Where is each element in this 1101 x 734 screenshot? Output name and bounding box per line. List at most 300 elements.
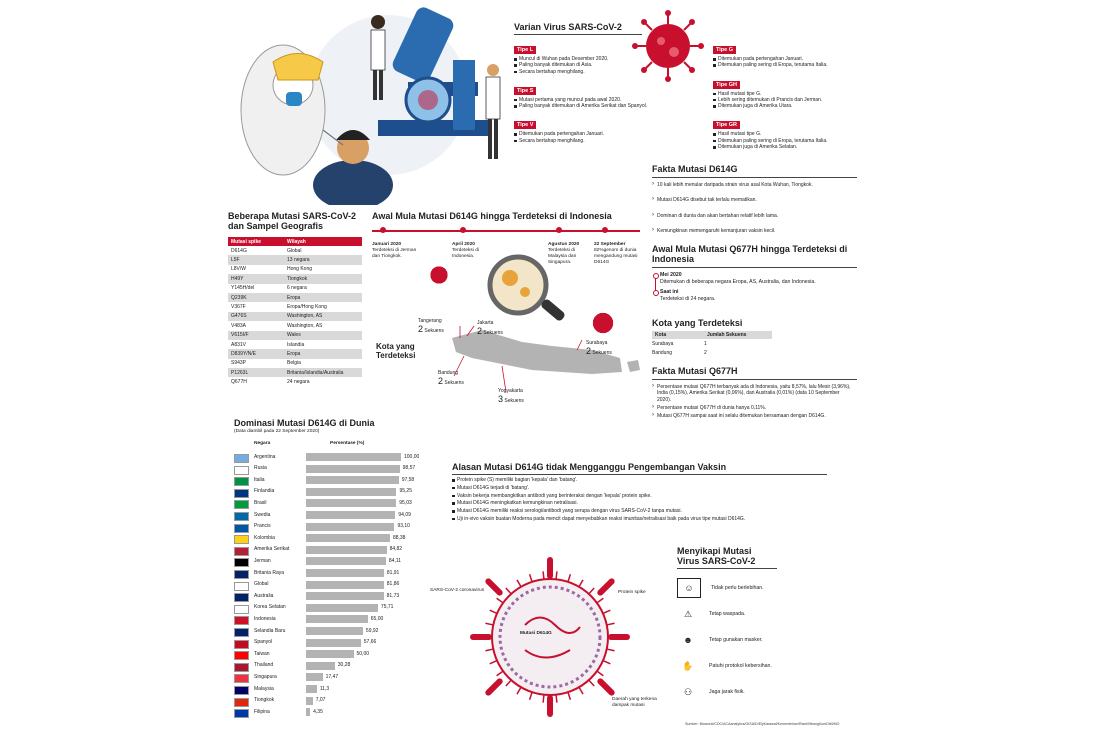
- chart-value-label: 95,25: [399, 488, 412, 495]
- chart-category-label: Korea Selatan: [254, 604, 286, 611]
- menyikapi-item: [677, 680, 817, 704]
- spike-mark: [589, 680, 594, 686]
- mutasi-row: [228, 246, 362, 255]
- city-name: Surabaya: [586, 340, 608, 346]
- event-date: Agustus 2020: [548, 242, 580, 247]
- map-label: [376, 342, 415, 360]
- chart-category-label: Spanyol: [254, 639, 273, 646]
- menyikapi-item: [677, 576, 817, 600]
- chart-bar: [306, 581, 384, 589]
- label-daerah-line1: Daerah yang terkena: [612, 697, 657, 702]
- chart-value-label: 97,58: [401, 476, 415, 483]
- chart-value-label: 17,47: [325, 673, 339, 680]
- mutasi-row: [228, 368, 362, 377]
- alasan-item: Mutasi D614G meningkatkan kemungkinan netralisasi.: [452, 500, 832, 506]
- menyikapi-text: Tidak perlu berlebihan.: [711, 584, 764, 591]
- chart-row: [234, 661, 434, 672]
- fakta-item: › Persentase mutasi Q677H terbanyak ada di Indonesia, yaitu 8,57%, lalu Mesir (3,96%), India (0,15%), Amerika Serikat (0,06%), dan Australia (0,01%) (data 10 September 2020).: [652, 384, 852, 403]
- varian-type: [514, 113, 699, 144]
- city-label: [477, 320, 503, 336]
- chart-row: [234, 672, 434, 683]
- chart-value-label: 95,03: [399, 499, 412, 506]
- relax-icon: ☺: [677, 578, 701, 598]
- mutasi-spike: G476S: [231, 313, 247, 320]
- flag-icon: [234, 582, 249, 591]
- menyikapi-rule: [677, 568, 777, 569]
- chart-category-label: Italia: [254, 476, 265, 483]
- spike-mark: [485, 649, 493, 651]
- flag-icon: [234, 512, 249, 521]
- mutasi-spike: Q239K: [231, 294, 247, 301]
- chart-row: [234, 510, 434, 521]
- spike-mark: [497, 671, 503, 676]
- label-daerah-line2: dampak mutasi: [612, 703, 645, 708]
- chart-row: [234, 452, 434, 463]
- chart-bar: [306, 476, 399, 484]
- chart-bar: [306, 639, 361, 647]
- spike-mark: [556, 571, 557, 579]
- chart-bar: [306, 523, 394, 531]
- type-item: Hasil mutasi tipe G.: [713, 91, 888, 97]
- city-label: [438, 370, 464, 386]
- flag-icon: [234, 524, 249, 533]
- chart-value-label: 88,38: [392, 534, 406, 541]
- chart-bar: [306, 488, 396, 496]
- spike-mark: [607, 649, 615, 651]
- label-daerah: [612, 697, 657, 709]
- spike-mark: [543, 571, 544, 579]
- virus-diagram: [470, 555, 630, 720]
- dominasi-subtitle: (Data diambil pada 22 September 2020): [234, 429, 320, 434]
- varian-col-left: [514, 38, 699, 144]
- mutasi-wilayah: Hong Kong: [287, 266, 313, 273]
- chart-row: [234, 475, 434, 486]
- city-count: 2: [477, 326, 483, 336]
- chart-value-label: 98,57: [402, 465, 416, 472]
- timeline-event: [652, 289, 867, 302]
- type-item: Paling banyak ditemukan di Asia.: [514, 62, 699, 68]
- varian-title: Varian Virus SARS-CoV-2: [514, 22, 622, 32]
- mutasi-col-spike: Mutasi spike: [231, 238, 262, 245]
- timeline-dot: [380, 227, 386, 233]
- chart-row: [234, 568, 434, 579]
- type-item: Secara bertahap menghilang.: [514, 69, 699, 75]
- fakta-d614g-title: Fakta Mutasi D614G: [652, 164, 738, 174]
- chart-category-label: Tiongkok: [254, 697, 275, 704]
- mutasi-spike: Q677H: [231, 379, 247, 386]
- chart-row: [234, 696, 434, 707]
- type-tag: Tipe S: [514, 87, 536, 95]
- mutasi-row: [228, 255, 362, 264]
- varian-type: [713, 113, 888, 150]
- timeline-dot: [602, 227, 608, 233]
- chart-value-label: 30,28: [337, 662, 351, 669]
- flag-icon: [234, 500, 249, 509]
- flag-icon: [234, 466, 249, 475]
- chart-bar: [306, 511, 395, 519]
- menyikapi-title-line2: Virus SARS-CoV-2: [677, 556, 756, 566]
- flag-icon: [234, 663, 249, 672]
- event-text: Terdeteksi di 24 negara.: [660, 295, 716, 302]
- chart-value-label: 84,11: [388, 557, 402, 564]
- spike-mark: [568, 692, 570, 700]
- timeline-dot: [556, 227, 562, 233]
- city-unit: Sekuens: [444, 380, 464, 386]
- chart-bar: [306, 534, 390, 542]
- mutasi-row: [228, 293, 362, 302]
- chart-value-label: 50,00: [356, 650, 370, 657]
- chart-value-label: 100,00: [404, 453, 420, 460]
- alasan-list: [452, 477, 832, 522]
- label-spike: Protein spike: [618, 590, 646, 595]
- mutasi-title-line2: dan Sampel Geografis: [228, 221, 324, 231]
- type-tag: Tipe V: [514, 121, 536, 129]
- mutasi-header: [228, 237, 362, 246]
- menyikapi-text: Tetap waspada.: [709, 610, 746, 617]
- menyikapi-list: [677, 576, 817, 704]
- menyikapi-item: [677, 654, 817, 678]
- kota-count: 1: [704, 340, 707, 347]
- chart-bar: [306, 708, 310, 716]
- mutasi-wilayah: Islandia: [287, 341, 305, 348]
- kota-name: Bandung: [652, 349, 673, 356]
- mutasi-title-line1: Beberapa Mutasi SARS-CoV-2: [228, 211, 357, 221]
- menyikapi-item: [677, 602, 817, 626]
- chart-value-label: 93,10: [397, 523, 410, 530]
- event-text: 82%genom di dunia mengandung mutasi D614G: [594, 248, 638, 265]
- city-count: 2: [418, 324, 424, 334]
- mutasi-row: [228, 331, 362, 340]
- spike-mark: [506, 680, 511, 686]
- handwash-icon: ✋: [682, 660, 694, 671]
- map-label-line2: Terdeteksi: [376, 351, 416, 360]
- chart-value-label: 81,73: [386, 592, 400, 599]
- alasan-item: Vaksin bekerja membangkitkan antibodi yang berinteraksi dengan 'kepala' protein spike.: [452, 493, 832, 499]
- event-text: Terdeteksi di Indonesia.: [452, 248, 479, 259]
- city-label: [418, 318, 444, 334]
- mutasi-spike: D839Y/N/E: [231, 350, 257, 357]
- mutasi-spike: H49Y: [231, 275, 244, 282]
- spike-mark: [597, 598, 603, 603]
- mutasi-row: [228, 349, 362, 358]
- chart-category-label: Global: [254, 581, 269, 588]
- timeline-dot: [653, 290, 659, 296]
- map-label-line1: Kota yang: [376, 342, 415, 351]
- col-negara: Negara: [254, 441, 271, 446]
- mutasi-row: [228, 265, 362, 274]
- spike-mark: [607, 623, 615, 625]
- event-date: April 2020: [452, 242, 475, 247]
- event-date: Saat ini: [660, 289, 679, 296]
- chart-bar: [306, 650, 354, 658]
- city-unit: Sekuens: [483, 330, 503, 336]
- chart-value-label: 59,92: [365, 627, 379, 634]
- chart-category-label: Britania Raya: [254, 569, 285, 576]
- chart-value-label: 75,71: [380, 604, 394, 611]
- mutasi-row: [228, 312, 362, 321]
- java-map: [372, 300, 642, 410]
- fakta-item: › 10 kali lebih menular daripada strain virus asal Kota Wuhan, Tiongkok.: [652, 182, 867, 188]
- mutasi-spike: V483A: [231, 322, 247, 329]
- fakta-item: › Dominan di dunia dan akan bertahan relatif lebih lama.: [652, 213, 867, 219]
- jumlah-col: Jumlah Sekuens: [707, 332, 747, 338]
- type-tag: Tipe GR: [713, 121, 740, 129]
- chart-category-label: Prancis: [254, 523, 271, 530]
- chart-category-label: Taiwan: [254, 650, 270, 657]
- chart-bar: [306, 662, 335, 670]
- kota-row: [652, 339, 772, 348]
- dominasi-title: Dominasi Mutasi D614G di Dunia: [234, 418, 375, 428]
- chart-value-label: 81,86: [386, 581, 400, 588]
- mutasi-wilayah: Global: [287, 247, 302, 254]
- type-item: Ditemukan juga di Amerika Utara.: [713, 103, 888, 109]
- type-item: Ditemukan paling sering di Eropa, terutama Italia.: [713, 138, 888, 144]
- type-item: Lebih sering ditemukan di Prancis dan Jerman.: [713, 97, 888, 103]
- chart-row: [234, 498, 434, 509]
- event-text: Ditemukan di beberapa negara Eropa, AS, Australia, dan Indonesia.: [660, 278, 816, 285]
- chart-bar: [306, 592, 384, 600]
- mutasi-spike: A831V: [231, 341, 247, 348]
- q677h-timeline: [652, 272, 867, 302]
- mutasi-wilayah: Eropa: [287, 350, 301, 357]
- spike-mark: [517, 580, 521, 587]
- chart-value-label: 11,3: [319, 685, 330, 692]
- city-name: Tangerang: [418, 318, 442, 324]
- warning-icon: ⚠: [683, 608, 693, 619]
- type-item: Hasil mutasi tipe G.: [713, 131, 888, 137]
- spike-mark: [597, 671, 603, 676]
- varian-col-right: [713, 38, 888, 150]
- spike-mark: [506, 588, 511, 594]
- spike-mark: [485, 623, 493, 625]
- city-count: 2: [438, 376, 444, 386]
- mutasi-spike: L5F: [231, 257, 240, 264]
- flag-icon: [234, 686, 249, 695]
- chart-value-label: 84,82: [389, 546, 403, 553]
- city-unit: Sekuens: [504, 398, 524, 404]
- chart-bar: [306, 569, 384, 577]
- mutasi-row: [228, 359, 362, 368]
- chart-value-label: 7,07: [315, 697, 326, 704]
- city-count: 3: [498, 394, 504, 404]
- type-tag: Tipe GH: [713, 81, 740, 89]
- fakta-item: › Mutasi D614G disebut tak terlalu mematikan.: [652, 197, 867, 203]
- chart-row: [234, 649, 434, 660]
- chart-bar: [306, 697, 313, 705]
- type-item: Paling banyak ditemukan di Amerika Serikat dan Spanyol.: [514, 103, 699, 109]
- chart-row: [234, 580, 434, 591]
- chart-bar: [306, 453, 401, 461]
- menyikapi-text: Tetap gunakan masker.: [709, 636, 763, 643]
- kota-name: Surabaya: [652, 340, 674, 347]
- chart-value-label: 4,35: [313, 708, 323, 715]
- event-text: Terdeteksi di Jerman dan Tiongkok.: [372, 248, 417, 259]
- virus-icon: [428, 264, 450, 286]
- spike-mark: [530, 692, 532, 700]
- mutasi-row: [228, 340, 362, 349]
- chart-category-label: Indonesia: [254, 615, 276, 622]
- chart-category-label: Swedia: [254, 511, 271, 518]
- event-date: Januari 2020: [372, 242, 402, 247]
- kota-header: [652, 331, 772, 339]
- spike-mark: [490, 610, 497, 613]
- spike-mark: [579, 687, 583, 694]
- flag-icon: [234, 605, 249, 614]
- chart-bar: [306, 615, 368, 623]
- type-tag: Tipe L: [514, 46, 536, 54]
- chart-bar: [306, 627, 363, 635]
- mutasi-wilayah: 6 negara: [287, 285, 307, 292]
- fakta-q677h-list: [652, 384, 852, 419]
- flag-icon: [234, 709, 249, 718]
- mutasi-wilayah: Wales: [287, 332, 301, 339]
- alasan-rule: [452, 474, 827, 475]
- timeline-event: [372, 224, 417, 260]
- flag-icon: [234, 593, 249, 602]
- type-item: Ditemukan pada pertengahan Januari.: [514, 131, 699, 137]
- spike-mark: [579, 580, 583, 587]
- mutasi-title: [228, 211, 356, 231]
- varian-type: [713, 38, 888, 69]
- chart-category-label: Malaysia: [254, 685, 274, 692]
- varian-rule: [514, 34, 642, 35]
- city-label: [498, 388, 524, 404]
- mutasi-wilayah: 13 negara: [287, 257, 310, 264]
- event-text: Terdeteksi di Malaysia dan Singapura.: [548, 248, 577, 265]
- timeline-dot: [653, 273, 659, 279]
- flag-icon: [234, 616, 249, 625]
- kota-title: Kota yang Terdeteksi: [652, 318, 743, 328]
- mutasi-wilayah: Tiongkok: [287, 275, 308, 282]
- mutasi-spike: L8V/W: [231, 266, 247, 273]
- chart-value-label: 57,66: [363, 639, 377, 646]
- menyikapi-text: Patuhi protokol kebersihan.: [709, 662, 772, 669]
- chart-bar: [306, 465, 400, 473]
- chart-category-label: Filipina: [254, 708, 270, 715]
- flag-icon: [234, 477, 249, 486]
- flag-icon: [234, 651, 249, 660]
- spike-mark: [568, 574, 570, 582]
- mutasi-spike: Y145H/del: [231, 285, 255, 292]
- flag-icon: [234, 640, 249, 649]
- spike-mark: [530, 574, 532, 582]
- flag-icon: [234, 558, 249, 567]
- chart-category-label: Kolombia: [254, 534, 275, 541]
- type-item: Ditemukan juga di Amerika Selatan.: [713, 144, 888, 150]
- awal-q677h-rule: [652, 267, 857, 268]
- chart-category-label: Argentina: [254, 453, 276, 460]
- chart-row: [234, 591, 434, 602]
- chart-category-label: Thailand: [254, 662, 274, 669]
- city-name: Bandung: [438, 370, 459, 376]
- alasan-item: Mutasi D614G memiliki reaksi serologi/antibodi yang serupa dengan virus SARS-CoV-2 tanpa mutasi.: [452, 508, 832, 514]
- mutasi-wilayah: Belgia: [287, 360, 301, 367]
- chart-value-label: 65,00: [370, 615, 384, 622]
- spike-mark: [556, 695, 557, 703]
- menyikapi-title-line1: Menyikapi Mutasi: [677, 546, 752, 556]
- flag-icon: [234, 674, 249, 683]
- mutasi-row: [228, 377, 362, 386]
- timeline-dot: [460, 227, 466, 233]
- awal-d614g-title: Awal Mula Mutasi D614G hingga Terdeteksi di Indonesia: [372, 211, 612, 221]
- spike-mark: [589, 588, 594, 594]
- flag-icon: [234, 628, 249, 637]
- chart-bar: [306, 557, 386, 565]
- mutasi-row: [228, 274, 362, 283]
- chart-category-label: Finlandia: [254, 488, 275, 495]
- label-coronavirus: SARS-CoV-2 coronavirus: [430, 588, 485, 593]
- mutasi-table: [228, 237, 362, 387]
- flag-icon: [234, 570, 249, 579]
- chart-bar: [306, 604, 378, 612]
- chart-value-label: 81,91: [386, 569, 400, 576]
- spike-mark: [490, 661, 497, 664]
- mutasi-col-wilayah: Wilayah: [287, 238, 306, 245]
- city-label: [586, 340, 612, 356]
- timeline-event: [594, 224, 640, 266]
- type-item: Ditemukan pada pertengahan Januari.: [713, 56, 888, 62]
- chart-row: [234, 533, 434, 544]
- type-item: Secara bertahap menghilang.: [514, 138, 699, 144]
- chart-row: [234, 522, 434, 533]
- mutasi-row: [228, 284, 362, 293]
- chart-category-label: Selandia Baru: [254, 627, 286, 634]
- mutasi-wilayah: Eropa: [287, 294, 301, 301]
- flag-icon: [234, 535, 249, 544]
- flag-icon: [234, 698, 249, 707]
- mutasi-rows: [228, 246, 362, 387]
- mutasi-wilayah: Eropa/Hong Kong: [287, 304, 327, 311]
- fakta-item: › Mutasi Q677H sampai saat ini selalu ditemukan bersamaan dengan D614G.: [652, 413, 852, 419]
- chart-row: [234, 684, 434, 695]
- kota-table: [652, 331, 772, 357]
- menyikapi-item: [677, 628, 817, 652]
- event-date: 22 September: [594, 242, 626, 247]
- chart-row: [234, 603, 434, 614]
- chart-category-label: Jerman: [254, 557, 271, 564]
- chart-value-label: 94,09: [398, 511, 411, 518]
- mutasi-spike: D614G: [231, 247, 247, 254]
- fakta-item: › Persentase mutasi Q677H di dunia hanya 0,11%.: [652, 405, 852, 411]
- chart-row: [234, 545, 434, 556]
- chart-row: [234, 626, 434, 637]
- city-unit: Sekuens: [424, 328, 444, 334]
- mutasi-wilayah: 24 negara: [287, 379, 310, 386]
- kota-col: Kota: [655, 332, 667, 338]
- event-date: Mei 2020: [660, 272, 682, 278]
- spike-mark: [517, 687, 521, 694]
- spike-mark: [543, 695, 544, 703]
- kota-count: 2: [704, 349, 707, 356]
- fakta-d614g-rule: [652, 177, 857, 178]
- chart-category-label: Rusia: [254, 465, 267, 472]
- mutasi-row: [228, 321, 362, 330]
- type-item: Mutasi pertama yang muncul pada awal 2020.: [514, 97, 699, 103]
- chart-category-label: Australia: [254, 592, 274, 599]
- city-unit: Sekuens: [592, 350, 612, 356]
- city-count: 2: [586, 346, 592, 356]
- mutasi-spike: V615I/F: [231, 332, 249, 339]
- alasan-item: Protein spike (S) memiliki bagian 'kepala' dan 'batang'.: [452, 477, 832, 483]
- mutasi-wilayah: Britania/Islandia/Australia: [287, 369, 344, 376]
- chart-row: [234, 638, 434, 649]
- chart-bar: [306, 673, 323, 681]
- alasan-item: Uji in-vivo vaksin buatan Moderna pada mencit dapat menyebabkan reaksi imunitas/netralisasi baik pada virus tipe mutasi D614G.: [452, 516, 832, 522]
- chart-row: [234, 614, 434, 625]
- spike-mark: [603, 610, 610, 613]
- chart-bar: [306, 499, 396, 507]
- city-name: Yogyakarta: [498, 388, 523, 394]
